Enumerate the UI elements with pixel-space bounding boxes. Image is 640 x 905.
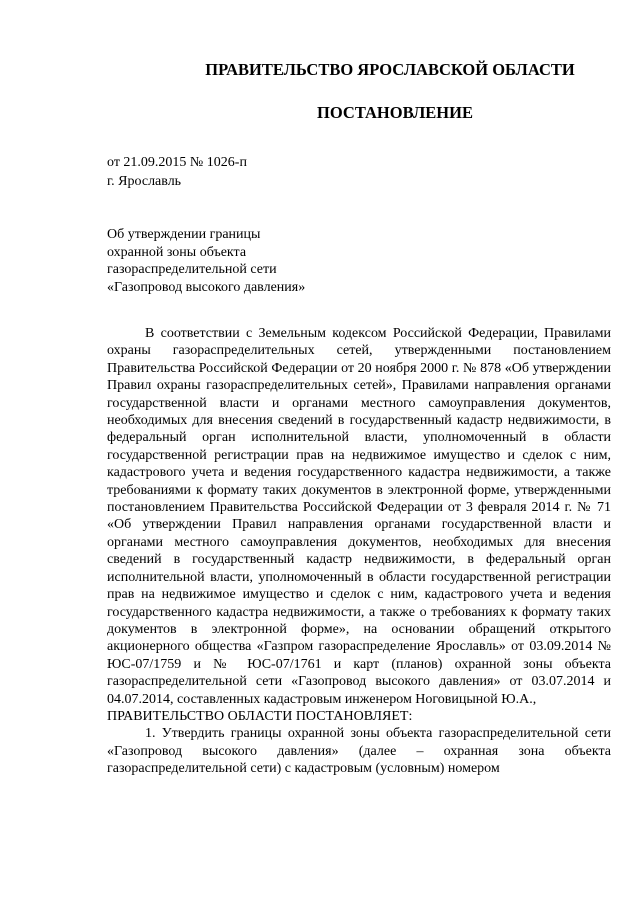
preamble-paragraph: В соответствии с Земельным кодексом Российской Федерации, Правилами охраны газораспределительных сетей, утвержденными постановлением Правительства Российской Федерации от 20 ноября 2000 г. № 878 «Об утверждении Правил охраны газораспределительных сетей», Правилами направления органами государственной власти и органами местного самоуправления документов, необходимых для внесения сведений в государственный кадастр недвижимости, в федеральный орган исполнительной власти, уполномоченный в области государственной регистрации прав на недвижимое имущество и сделок с ним, кадастрового учета и ведения государственного кадастра недвижимости, а также требованиями к формату таких документов в электронной форме, утвержденными постановлением Правительства Российской Федерации от 3 февраля 2014 г. № 71 «Об утверждении Правил направления органами государственной власти и органами местного самоуправления документов, необходимых для внесения сведений в государственный кадастр недвижимости, в федеральный орган исполнительной власти, уполномоченный в области государственной регистрации прав на недвижимое имущество и сделок с ним, кадастрового учета и ведения государственного кадастра недвижимости, а также о требованиях к формату таких документов в электронной форме», на основании обращений открытого акционерного общества «Газпром газораспределение Ярославль» от 03.09.2014 № ЮС-07/1759 и № ЮС-07/1761 и карт (планов) охранной зоны объекта газораспределительной сети «Газопровод высокого давления» от 03.07.2014 и 04.07.2014, составленных кадастровым инженером Ноговицыной Ю.А., xyxy=(107,326,611,707)
document-type-heading: ПОСТАНОВЛЕНИЕ xyxy=(317,103,473,122)
government-heading: ПРАВИТЕЛЬСТВО ЯРОСЛАВСКОЙ ОБЛАСТИ xyxy=(205,60,575,79)
document-meta xyxy=(107,153,247,191)
document-body xyxy=(107,325,611,778)
subject-line: «Газопровод высокого давления» xyxy=(107,279,306,295)
resolution-line: ПРАВИТЕЛЬСТВО ОБЛАСТИ ПОСТАНОВЛЯЕТ: xyxy=(107,708,413,724)
item-1-paragraph: 1. Утвердить границы охранной зоны объекта газораспределительной сети «Газопровод высокого давления» (далее – охранная зона объекта газораспределительной сети) с кадастровым (условным) номером xyxy=(107,726,611,777)
date-number: от 21.09.2015 № 1026-п xyxy=(107,155,247,170)
subject-line: газораспределительной сети xyxy=(107,262,277,277)
city: г. Ярославль xyxy=(107,174,182,189)
document-subject xyxy=(107,226,305,296)
subject-line: Об утверждении границы xyxy=(107,227,261,242)
subject-line: охранной зоны объекта xyxy=(107,244,247,260)
